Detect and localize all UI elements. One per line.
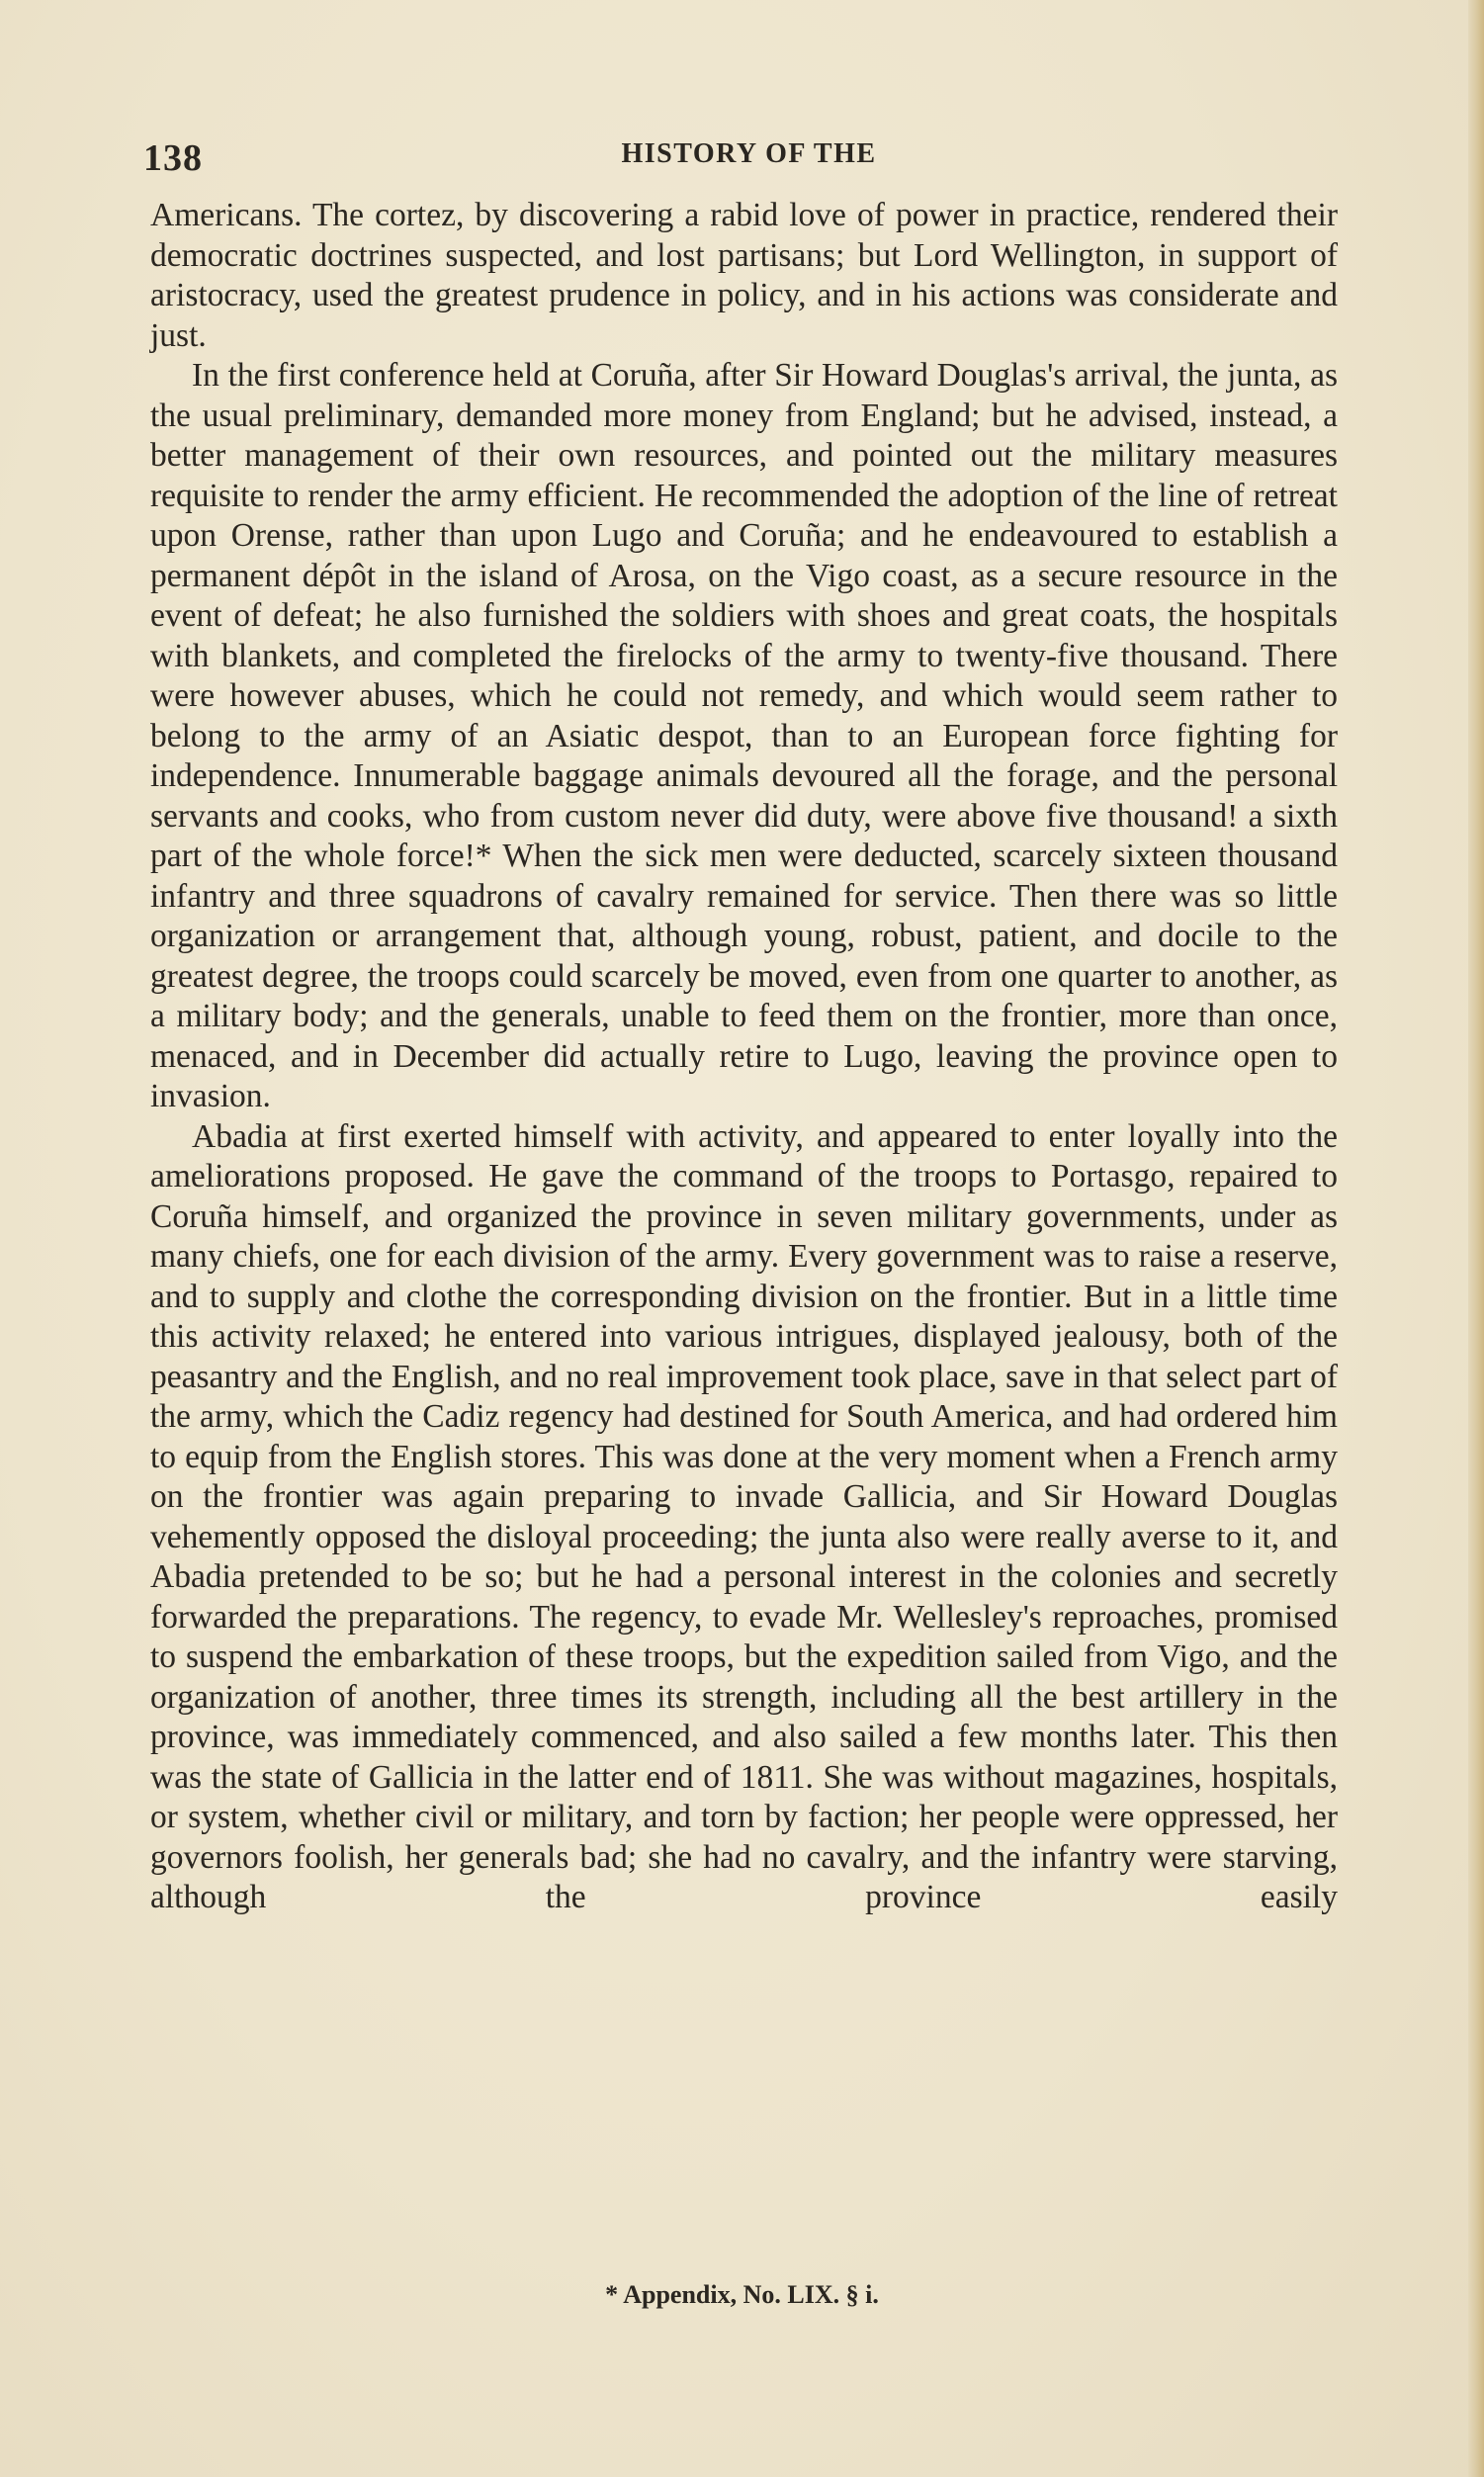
page-edge [1468,0,1484,2477]
paragraph-2: In the first conference held at Coruña, after Sir Howard Douglas's arrival, the junta, as the usual preliminary, demanded more money from England; but he advised, instead, a better management of their own resources, and pointed out the military measures requisite to render the army efficient. He recommended the adoption of the line of retreat upon Orense, rather than upon Lugo and Coruña; and he endeavoured to establish a permanent dépôt in the island of Arosa, on the Vigo coast, as a secure resource in the event of defeat; he also furnished the soldiers with shoes and great coats, the hospitals with blankets, and completed the firelocks of the army to twenty-five thousand. There were however abuses, which he could not remedy, and which would seem rather to belong to the army of an Asiatic despot, than to an European force fighting for independence. Innumerable baggage animals devoured all the forage, and the personal servants and cooks, who from custom never did duty, were above five thousand! a sixth part of the whole force!* When the sick men were deducted, scarcely sixteen thousand infantry and three squadrons of cavalry remained for service. Then there was so little organization or arrangement that, although young, robust, patient, and docile to the greatest degree, the troops could scarcely be moved, even from one quarter to another, as a military body; and the generals, unable to feed them on the frontier, more than once, menaced, and in December did actually retire to Lugo, leaving the province open to invasion. [150,357,1338,1114]
body-text [150,196,1338,1918]
paragraph-3: Abadia at first exerted himself with activity, and appeared to enter loyally into the ameliorations proposed. He gave the command of the troops to Portasgo, repaired to Coruña himself, and organized the province in seven military governments, under as many chiefs, one for each division of the army. Every government was to raise a reserve, and to supply and clothe the corresponding division on the frontier. But in a little time this activity relaxed; he entered into various intrigues, displayed jealousy, both of the peasantry and the English, and no real improvement took place, save in that select part of the army, which the Cadiz regency had destined for South America, and had ordered him to equip from the English stores. This was done at the very moment when a French army on the frontier was again preparing to invade Gallicia, and Sir Howard Douglas vehemently opposed the disloyal proceeding; the junta also were really averse to it, and Abadia pretended to be so; but he had a personal interest in the colonies and secretly forwarded the preparations. The regency, to evade Mr. Wellesley's reproaches, promised to suspend the embarkation of these troops, but the expedition sailed from Vigo, and the organization of another, three times its strength, including all the best artillery in the province, was immediately commenced, and also sailed a few months later. This then was the state of Gallicia in the latter end of 1811. She was without magazines, hospitals, or system, whether civil or military, and torn by faction; her people were oppressed, her governors foolish, her generals bad; she had no cavalry, and the infantry were starving, although the province easily [150,1117,1338,1915]
running-title: HISTORY OF THE [621,138,877,169]
page-number: 138 [143,137,203,179]
paragraph-1: Americans. The cortez, by discovering a rabid love of power in practice, rendered their democratic doctrines suspected, and lost partisans; but Lord Wellington, in support of aristocracy, used the greatest prudence in policy, and in his actions was considerate and just. [150,197,1338,354]
footnote: * Appendix, No. LIX. § i. [605,2280,879,2309]
running-head [143,129,1354,188]
